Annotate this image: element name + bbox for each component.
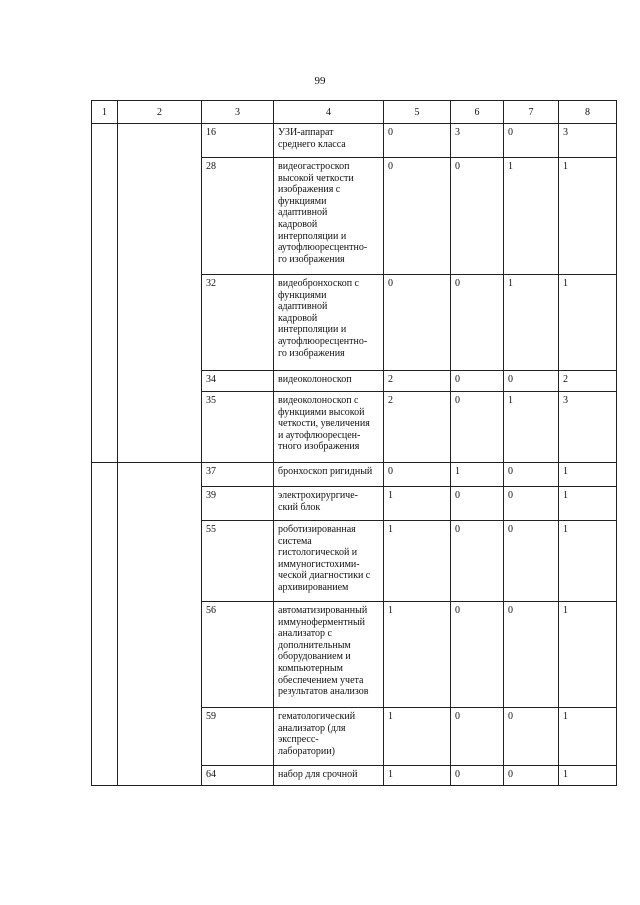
equipment-name — [274, 371, 383, 388]
group-cell-col2 — [118, 463, 202, 786]
row-number: 34 — [206, 374, 216, 385]
value-c5: 1 — [388, 605, 393, 616]
equipment-name-line: аутофлюоресцентно- — [278, 335, 368, 347]
value-c8: 1 — [563, 161, 568, 172]
equipment-name-cell — [274, 275, 384, 371]
value-cell-c8 — [559, 124, 617, 158]
value-c8: 1 — [563, 769, 568, 780]
value-cell-c7 — [504, 521, 559, 602]
value-cell-c5 — [384, 463, 451, 487]
column-header-2: 2 — [118, 101, 202, 124]
equipment-name-line: компьютерным — [278, 662, 343, 674]
value-cell-c5 — [384, 708, 451, 766]
equipment-name-cell — [274, 487, 384, 521]
value-c8: 2 — [563, 374, 568, 385]
equipment-name-line: функциями — [278, 289, 327, 301]
value-cell-c5 — [384, 158, 451, 275]
value-c7: 0 — [508, 466, 513, 477]
value-cell-c7 — [504, 708, 559, 766]
equipment-name-cell — [274, 521, 384, 602]
row-number-cell — [202, 392, 274, 463]
value-cell-c8 — [559, 602, 617, 708]
column-header-5: 5 — [384, 101, 451, 124]
equipment-name-line: электрохирургиче- — [278, 490, 358, 501]
equipment-name-line: функциями высокой — [278, 406, 365, 418]
equipment-name-line: высокой четкости — [278, 172, 354, 184]
value-c6: 0 — [455, 395, 460, 406]
value-c5: 1 — [388, 524, 393, 535]
row-number: 64 — [206, 769, 216, 780]
value-c8: 1 — [563, 278, 568, 289]
row-number: 55 — [206, 524, 216, 535]
value-cell-c8 — [559, 275, 617, 371]
equipment-name-line: анализатор (для — [278, 722, 346, 734]
equipment-name-line: результатов анализов — [278, 686, 369, 698]
equipment-name-line: видеоколоноскоп — [278, 374, 352, 385]
column-header-6: 6 — [451, 101, 504, 124]
value-c6: 0 — [455, 524, 460, 535]
equipment-name-cell — [274, 766, 384, 786]
equipment-name-line: адаптивной — [278, 207, 328, 219]
equipment-name-line: набор для срочной — [278, 769, 358, 780]
row-number: 32 — [206, 278, 216, 289]
value-cell-c6 — [451, 124, 504, 158]
equipment-name-line: адаптивной — [278, 301, 328, 313]
value-c8: 1 — [563, 524, 568, 535]
row-number: 37 — [206, 466, 216, 477]
equipment-name — [274, 463, 383, 480]
equipment-name-cell — [274, 124, 384, 158]
value-cell-c6 — [451, 521, 504, 602]
equipment-name-line: видеогастроскоп — [278, 161, 350, 172]
equipment-name-line: кадровой — [278, 218, 318, 230]
equipment-name-line: гематологический — [278, 711, 356, 722]
value-c6: 0 — [455, 161, 460, 172]
equipment-name-line: обеспечением учета — [278, 674, 364, 686]
equipment-name-line: и аутофлюоресцен- — [278, 429, 361, 441]
value-c7: 1 — [508, 278, 513, 289]
equipment-name-line: интерполяции и — [278, 230, 347, 242]
equipment-name-cell — [274, 392, 384, 463]
equipment-name-line: функциями — [278, 195, 327, 207]
value-c5: 2 — [388, 395, 393, 406]
value-c7: 0 — [508, 605, 513, 616]
value-cell-c5 — [384, 521, 451, 602]
value-cell-c7 — [504, 602, 559, 708]
value-c7: 0 — [508, 374, 513, 385]
value-cell-c8 — [559, 521, 617, 602]
value-cell-c5 — [384, 766, 451, 786]
row-number: 39 — [206, 490, 216, 501]
value-cell-c7 — [504, 158, 559, 275]
group-cell-col1 — [92, 124, 118, 463]
equipment-name-cell — [274, 602, 384, 708]
equipment-name — [274, 158, 383, 267]
value-cell-c6 — [451, 708, 504, 766]
equipment-name — [274, 487, 383, 515]
equipment-name — [274, 766, 383, 783]
value-c7: 0 — [508, 524, 513, 535]
equipment-table — [91, 100, 617, 786]
value-c6: 0 — [455, 605, 460, 616]
equipment-name — [274, 521, 383, 596]
value-c8: 1 — [563, 711, 568, 722]
value-cell-c6 — [451, 766, 504, 786]
equipment-name-line: интерполяции и — [278, 324, 347, 336]
value-c5: 1 — [388, 490, 393, 501]
value-c7: 1 — [508, 395, 513, 406]
value-cell-c7 — [504, 463, 559, 487]
equipment-name — [274, 124, 383, 152]
column-header-4: 4 — [274, 101, 384, 124]
equipment-name-line: иммуноферментный — [278, 616, 366, 628]
row-number-cell — [202, 521, 274, 602]
equipment-name-line: система — [278, 535, 312, 547]
row-number: 59 — [206, 711, 216, 722]
equipment-name-line: четкости, увеличения — [278, 418, 370, 430]
row-number-cell — [202, 124, 274, 158]
equipment-name-line: экспресс- — [278, 734, 319, 746]
value-cell-c5 — [384, 602, 451, 708]
value-cell-c8 — [559, 766, 617, 786]
value-cell-c7 — [504, 392, 559, 463]
equipment-name-cell — [274, 708, 384, 766]
value-cell-c5 — [384, 371, 451, 392]
value-c5: 0 — [388, 161, 393, 172]
column-header-7: 7 — [504, 101, 559, 124]
value-cell-c6 — [451, 487, 504, 521]
value-cell-c8 — [559, 392, 617, 463]
equipment-name-line: видеоколоноскоп с — [278, 395, 359, 406]
equipment-name-cell — [274, 158, 384, 275]
value-c7: 0 — [508, 769, 513, 780]
equipment-name-line: кадровой — [278, 312, 318, 324]
equipment-name-line: ческой диагностики с — [278, 570, 371, 582]
column-header-1: 1 — [92, 101, 118, 124]
row-number: 56 — [206, 605, 216, 616]
value-cell-c8 — [559, 708, 617, 766]
equipment-name — [274, 602, 383, 700]
equipment-name-line: иммуногистохими- — [278, 558, 360, 570]
value-cell-c8 — [559, 158, 617, 275]
header-row — [92, 101, 617, 124]
equipment-name-line: бронхоскоп ригидный — [278, 466, 373, 477]
column-header-8: 8 — [559, 101, 617, 124]
value-cell-c6 — [451, 392, 504, 463]
value-cell-c7 — [504, 371, 559, 392]
value-c6: 0 — [455, 711, 460, 722]
equipment-name-cell — [274, 371, 384, 392]
value-cell-c7 — [504, 766, 559, 786]
equipment-name-cell — [274, 463, 384, 487]
equipment-name — [274, 708, 383, 759]
row-number-cell — [202, 371, 274, 392]
value-c5: 1 — [388, 769, 393, 780]
value-c7: 0 — [508, 127, 513, 138]
value-c7: 0 — [508, 490, 513, 501]
value-c6: 0 — [455, 374, 460, 385]
group-cell-col1 — [92, 463, 118, 786]
equipment-name — [274, 275, 383, 361]
value-c6: 0 — [455, 278, 460, 289]
equipment-name-line: го изображения — [278, 253, 345, 265]
value-cell-c6 — [451, 463, 504, 487]
value-c8: 1 — [563, 490, 568, 501]
value-cell-c7 — [504, 487, 559, 521]
value-c5: 2 — [388, 374, 393, 385]
equipment-name-line: дополнительным — [278, 639, 351, 651]
row-number-cell — [202, 487, 274, 521]
equipment-name-line: тного изображения — [278, 441, 360, 453]
row-number-cell — [202, 602, 274, 708]
row-number-cell — [202, 708, 274, 766]
row-number: 35 — [206, 395, 216, 406]
row-number-cell — [202, 463, 274, 487]
value-cell-c8 — [559, 371, 617, 392]
value-c5: 0 — [388, 466, 393, 477]
equipment-name-line: ский блок — [278, 501, 321, 513]
value-c6: 0 — [455, 490, 460, 501]
equipment-name-line: УЗИ-аппарат — [278, 127, 334, 138]
value-c5: 0 — [388, 278, 393, 289]
value-c6: 3 — [455, 127, 460, 138]
table-row — [92, 124, 617, 158]
value-cell-c7 — [504, 124, 559, 158]
equipment-name-line: анализатор с — [278, 628, 332, 640]
equipment-name-line: роботизированная — [278, 524, 356, 535]
column-header-3: 3 — [202, 101, 274, 124]
row-number-cell — [202, 766, 274, 786]
equipment-name-line: лаборатории) — [278, 745, 335, 757]
value-cell-c5 — [384, 487, 451, 521]
equipment-name-line: изображения с — [278, 184, 341, 196]
value-c8: 1 — [563, 605, 568, 616]
value-cell-c7 — [504, 275, 559, 371]
equipment-name-line: среднего класса — [278, 138, 346, 150]
row-number: 28 — [206, 161, 216, 172]
value-cell-c5 — [384, 124, 451, 158]
equipment-name-line: видеобронхоскоп с — [278, 278, 359, 289]
equipment-name-line: автоматизированный — [278, 605, 368, 616]
equipment-name-line: архивированием — [278, 581, 349, 593]
equipment-name-line: гистологической и — [278, 547, 358, 559]
value-cell-c6 — [451, 371, 504, 392]
equipment-name-line: аутофлюоресцентно- — [278, 242, 368, 254]
page-number: 99 — [314, 75, 326, 87]
value-cell-c6 — [451, 275, 504, 371]
value-cell-c6 — [451, 602, 504, 708]
value-cell-c8 — [559, 463, 617, 487]
value-c7: 1 — [508, 161, 513, 172]
row-number-cell — [202, 158, 274, 275]
row-number: 16 — [206, 127, 216, 138]
equipment-name-line: го изображения — [278, 347, 345, 359]
value-c8: 1 — [563, 466, 568, 477]
value-c8: 3 — [563, 395, 568, 406]
table-row — [92, 463, 617, 487]
value-cell-c6 — [451, 158, 504, 275]
value-cell-c8 — [559, 487, 617, 521]
value-c6: 1 — [455, 466, 460, 477]
value-cell-c5 — [384, 392, 451, 463]
value-cell-c5 — [384, 275, 451, 371]
group-cell-col2 — [118, 124, 202, 463]
value-c8: 3 — [563, 127, 568, 138]
value-c5: 1 — [388, 711, 393, 722]
row-number-cell — [202, 275, 274, 371]
equipment-name-line: оборудованием и — [278, 651, 351, 663]
value-c6: 0 — [455, 769, 460, 780]
value-c7: 0 — [508, 711, 513, 722]
equipment-name — [274, 392, 383, 455]
value-c5: 0 — [388, 127, 393, 138]
